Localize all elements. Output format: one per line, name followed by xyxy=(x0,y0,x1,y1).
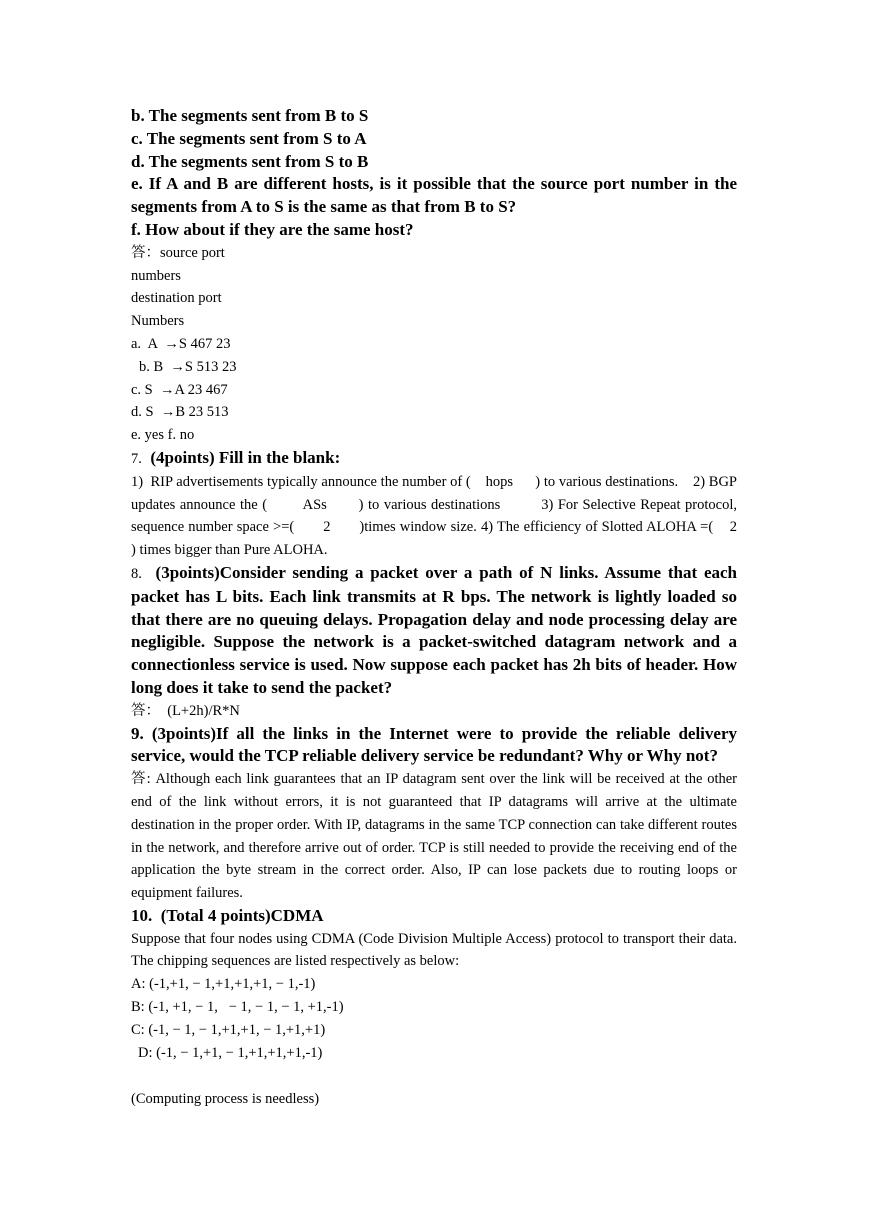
answer-6-line: destination port xyxy=(131,290,222,307)
question-8-body: (3points)Consider sending a packet over a path of N links. Assume that each packet has L bits. Each link transmits at R bps. The network is lightly loaded so that there are no queuing delays. Propagation delay and node processing delay are negligible. Suppose the network is a packet-switched datagram network and a connectionless service is used. Now suppose each packet has 2h bits of header. How long does it take to send the packet? xyxy=(131,562,737,697)
answer-6-line: e. yes f. no xyxy=(131,427,195,444)
answer-6-line: b. B →S 513 23 xyxy=(139,358,237,375)
cdma-sequence-a: A: (-1,+1, − 1,+1,+1,+1, − 1,-1) xyxy=(131,976,316,993)
document-page xyxy=(131,105,759,1111)
question-10-note: (Computing process is needless) xyxy=(131,1091,320,1108)
question-6f: f. How about if they are the same host? xyxy=(131,219,414,239)
cdma-sequence-d: D: (-1, − 1,+1, − 1,+1,+1,+1,-1) xyxy=(138,1044,323,1061)
question-6c: c. The segments sent from S to A xyxy=(131,128,367,148)
answer-6-line: Numbers xyxy=(131,313,185,330)
answer-6-line: c. S →A 23 467 xyxy=(131,381,228,398)
answer-6-line: numbers xyxy=(131,267,181,284)
question-10-intro: Suppose that four nodes using CDMA (Code Division Multiple Access) protocol to transport their data. The chipping sequences are listed respectively as below: xyxy=(131,930,737,970)
answer-9: 答: Although each link guarantees that an IP datagram sent over the link will be received at the other end of the link without errors, it is not guaranteed that IP datagrams will arrive at the ultimate destination in the proper order. With IP, datagrams in the same TCP connection can take different routes in the network, and therefore arrive out of order. TCP is still needed to provide the receiving end of the application the byte stream in the correct order. Also, IP can lose packets due to routing loops or equipment failures. xyxy=(131,771,737,902)
question-7-title xyxy=(131,447,737,471)
answer-8: 答： (L+2h)/R*N xyxy=(131,702,240,719)
question-6e: e. If A and B are different hosts, is it possible that the source port number in the segments from A to S is the same as that from B to S? xyxy=(131,174,737,217)
question-6d: d. The segments sent from S to B xyxy=(131,151,369,171)
question-10-title: 10. (Total 4 points)CDMA xyxy=(131,905,324,925)
answer-6-line: 答：source port xyxy=(131,244,225,261)
question-7-body: 1) RIP advertisements typically announce the number of ( hops ) to various destinations. 2) BGP updates announce the ( ASs ) to various destinations 3) For Selective Repeat protocol, sequence number space >=( 2 )times window size. 4) The efficiency of Slotted ALOHA =( 2 ) times bigger than Pure ALOHA. xyxy=(131,473,759,559)
question-8-number: 8. xyxy=(131,565,142,582)
answer-6-line: d. S →B 23 513 xyxy=(131,404,229,421)
blank-line xyxy=(131,1064,737,1088)
answer-6-line: a. A →S 467 23 xyxy=(131,335,231,352)
question-6b: b. The segments sent from B to S xyxy=(131,106,369,125)
question-8 xyxy=(131,562,737,700)
question-7-heading: (4points) Fill in the blank: xyxy=(150,447,341,467)
question-7-number: 7. xyxy=(131,450,142,467)
cdma-sequence-c: C: (-1, − 1, − 1,+1,+1, − 1,+1,+1) xyxy=(131,1021,326,1038)
question-9: 9. (3points)If all the links in the Internet were to provide the reliable delivery service, would the TCP reliable delivery service be redundant? Why or Why not? xyxy=(131,723,737,766)
cdma-sequence-b: B: (-1, +1, − 1, − 1, − 1, − 1, +1,-1) xyxy=(131,999,344,1016)
